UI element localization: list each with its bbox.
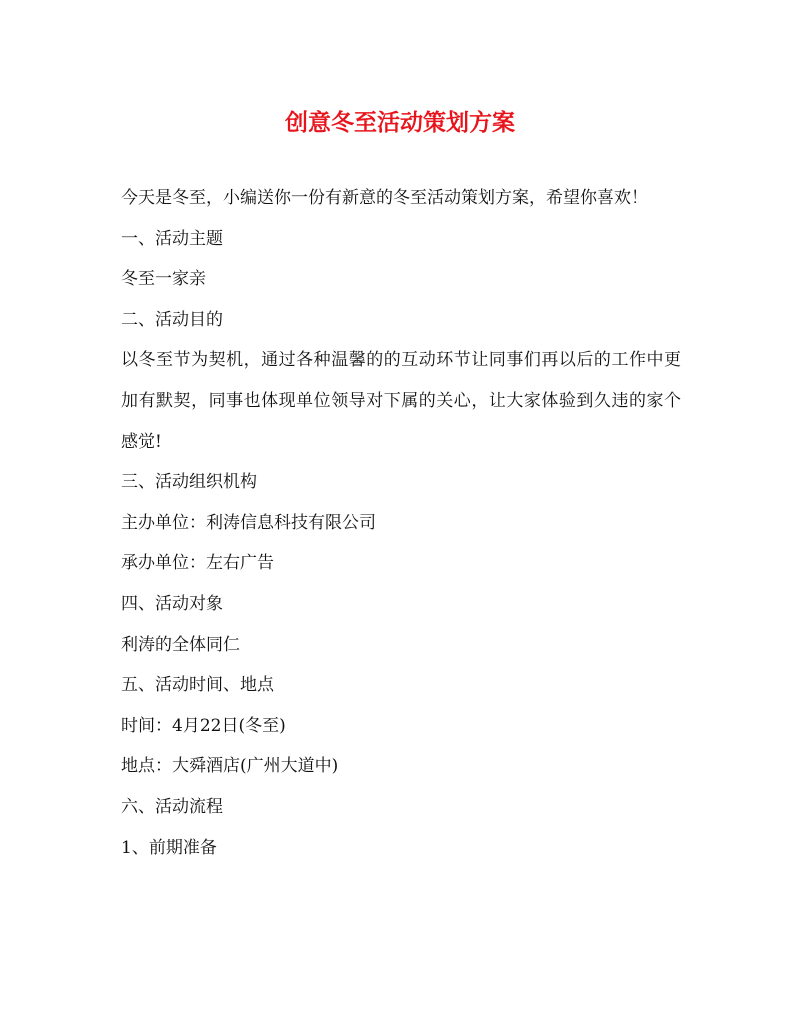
co-organizer-text: 承办单位：左右广告 — [121, 553, 274, 574]
section-heading-purpose: 二、活动目的 — [121, 309, 223, 330]
intro-paragraph: 今天是冬至，小编送你一份有新意的冬至活动策划方案，希望你喜欢！ — [121, 188, 648, 208]
section-heading-audience: 四、活动对象 — [121, 593, 223, 614]
time-text: 时间：4月22日(冬至) — [121, 715, 286, 736]
section-heading-organization: 三、活动组织机构 — [121, 472, 257, 493]
document-body — [121, 178, 681, 868]
section-heading-time-place: 五、活动时间、地点 — [121, 675, 274, 696]
document-title: 创意冬至活动策划方案 — [285, 109, 515, 136]
purpose-paragraph: 以冬至节为契机，通过各种温馨的的互动环节让同事们再以后的工作中更加有默契，同事也体现单位领导对下属的关心，让大家体验到久违的家个感觉! — [121, 350, 681, 452]
place-text: 地点：大舜酒店(广州大道中) — [121, 756, 339, 777]
audience-text: 利涛的全体同仁 — [121, 634, 240, 655]
section-heading-process: 六、活动流程 — [121, 796, 223, 817]
theme-text: 冬至一家亲 — [121, 269, 206, 290]
process-step-1: 1、前期准备 — [121, 837, 217, 858]
section-heading-theme: 一、活动主题 — [121, 228, 223, 249]
organizer-text: 主办单位：利涛信息科技有限公司 — [121, 512, 376, 533]
